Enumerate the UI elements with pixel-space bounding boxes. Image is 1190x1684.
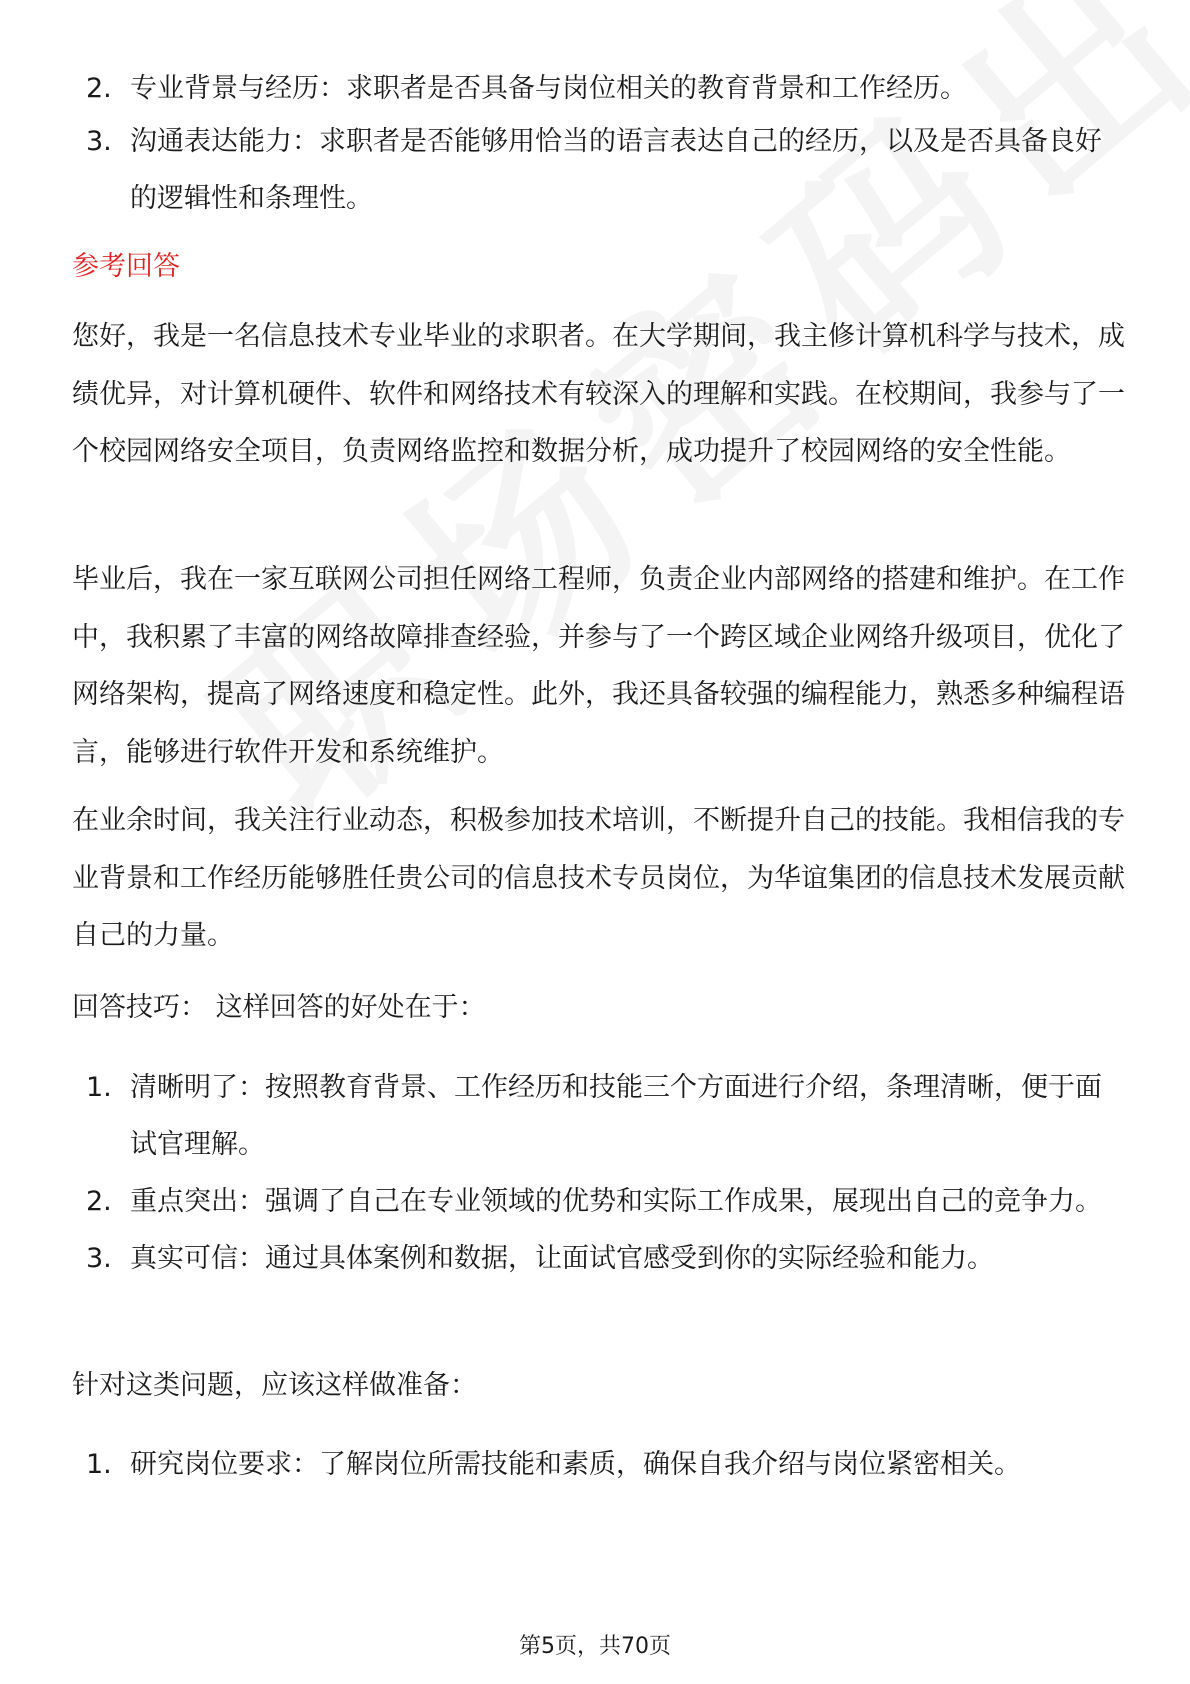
list-item-text: 清晰明了：按照教育背景、工作经历和技能三个方面进行介绍，条理清晰，便于面试官理解。 xyxy=(130,1072,1102,1160)
tips-intro: 回答技巧： 这样回答的好处在于： xyxy=(72,992,486,1023)
prep-list xyxy=(86,1436,1126,1493)
list-item-text: 真实可信：通过具体案例和数据，让面试官感受到你的实际经验和能力。 xyxy=(130,1243,994,1274)
list-item xyxy=(86,1436,1126,1493)
list-item-number: 1. xyxy=(86,1449,112,1480)
answer-paragraph: 在业余时间，我关注行业动态，积极参加技术培训，不断提升自己的技能。我相信我的专业背景和工作经历能够胜任贵公司的信息技术专员岗位，为华谊集团的信息技术发展贡献自己的力量。 xyxy=(72,805,1125,951)
evaluation-points-list xyxy=(86,60,1126,227)
list-item-number: 3. xyxy=(86,126,112,157)
tips-list xyxy=(86,1059,1126,1287)
list-item-text: 研究岗位要求：了解岗位所需技能和素质，确保自我介绍与岗位紧密相关。 xyxy=(130,1449,1021,1480)
list-item-number: 2. xyxy=(86,1186,112,1217)
section-heading: 参考回答 xyxy=(72,251,180,282)
list-item-number: 3. xyxy=(86,1243,112,1274)
list-item-number: 2. xyxy=(86,73,112,104)
page-number: 第5页，共70页 xyxy=(519,1634,671,1659)
answer-paragraph: 您好，我是一名信息技术专业毕业的求职者。在大学期间，我主修计算机科学与技术，成绩优异，对计算机硬件、软件和网络技术有较深入的理解和实践。在校期间，我参与了一个校园网络安全项目，负责网络监控和数据分析，成功提升了校园网络的安全性能。 xyxy=(72,321,1125,467)
list-item-text: 专业背景与经历：求职者是否具备与岗位相关的教育背景和工作经历。 xyxy=(130,73,967,104)
list-item xyxy=(86,60,1126,117)
list-item xyxy=(86,1173,1126,1230)
list-item-text: 重点突出：强调了自己在专业领域的优势和实际工作成果，展现出自己的竞争力。 xyxy=(130,1186,1102,1217)
answer-paragraph: 毕业后，我在一家互联网公司担任网络工程师，负责企业内部网络的搭建和维护。在工作中，我积累了丰富的网络故障排查经验，并参与了一个跨区域企业网络升级项目，优化了网络架构，提高了网络速度和稳定性。此外，我还具备较强的编程能力，熟悉多种编程语言，能够进行软件开发和系统维护。 xyxy=(72,564,1125,768)
prep-intro: 针对这类问题，应该这样做准备： xyxy=(72,1370,477,1401)
list-item-text: 沟通表达能力：求职者是否能够用恰当的语言表达自己的经历，以及是否具备良好的逻辑性和条理性。 xyxy=(130,126,1102,214)
list-item xyxy=(86,1059,1126,1173)
list-item-number: 1. xyxy=(86,1072,112,1103)
list-item xyxy=(86,113,1126,227)
list-item xyxy=(86,1230,1126,1287)
